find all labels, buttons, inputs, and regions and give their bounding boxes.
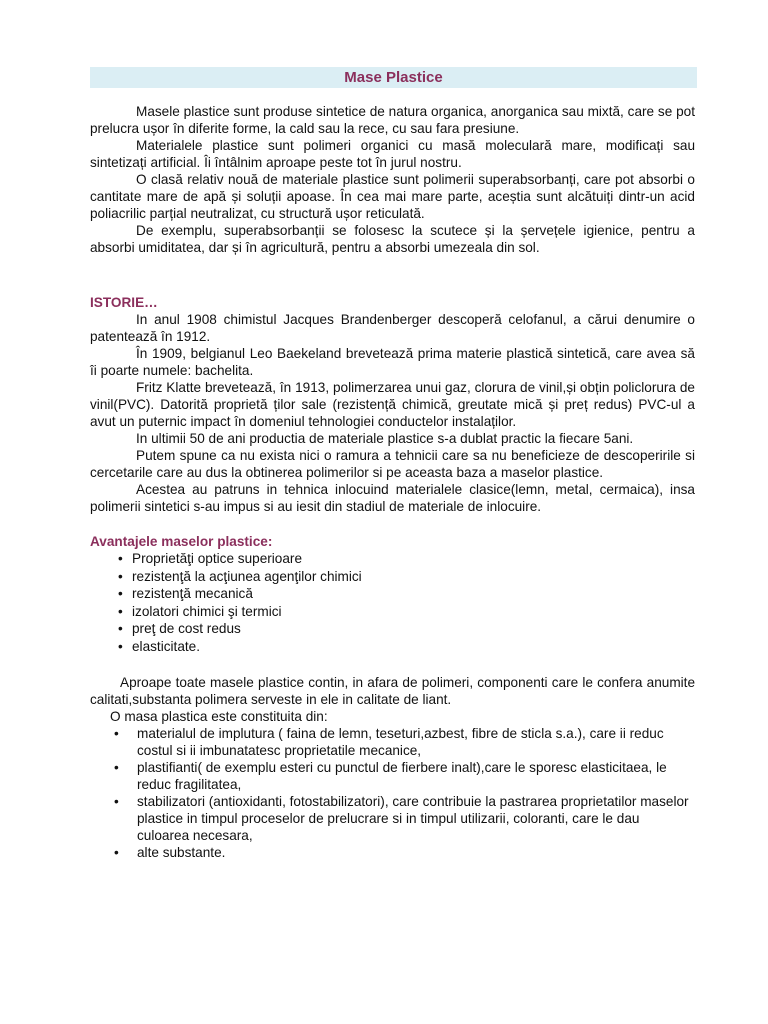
istorie-paragraph-3: Fritz Klatte brevetează, în 1913, polimerzarea unui gaz, clorura de vinil,și obțin policlorura de vinil(PVC). Datorită proprietă ților sale (rezistență chimică, greutate mică și preț redus) PVC-ul a avut un puternic impact în domeniul tehnologiei conductelor instalaților. <box>90 380 695 429</box>
list-item: • preţ de cost redus <box>118 620 695 638</box>
list-item: • Proprietăţi optice superioare <box>118 550 695 568</box>
list-item: • alte substante. <box>114 844 695 861</box>
document-title: Mase Plastice <box>344 69 443 86</box>
list-item: • materialul de implutura ( faina de lemn, teseturi,azbest, fibre de sticla s.a.), care ii reduc costul si ii imbunatatesc proprietatile mecanice, <box>114 725 695 759</box>
istorie-paragraph-5: Putem spune ca nu exista nici o ramura a tehnicii care sa nu beneficieze de descoperirile si cercetarile care au dus la obtinerea polimerilor si pe aceasta baza a maselor plastice. <box>90 448 695 480</box>
intro-paragraph-3: O clasă relativ nouă de materiale plastice sunt polimerii superabsorbanți, care pot absorbi o cantitate mare de apă și soluții apoase. În cea mai mare parte, aceștia sunt alcătuiți dintr-un acid poliacrilic parțial neutralizat, cu structură ușor reticulată. <box>90 172 695 221</box>
document-body <box>90 103 695 861</box>
istorie-paragraph-1: In anul 1908 chimistul Jacques Brandenberger descoperă celofanul, a cărui denumire o patentează în 1912. <box>90 312 695 344</box>
intro-paragraph-1: Masele plastice sunt produse sintetice de natura organica, anorganica sau mixtă, care se pot prelucra ușor în diferite forme, la cald sau la rece, cu sau fara presiune. <box>90 104 695 136</box>
list-item: • izolatori chimici şi termici <box>118 603 695 621</box>
list-item: • plastifianti( de exemplu esteri cu punctul de fierbere inalt),care le sporesc elasticitaea, le reduc fragilitatea, <box>114 759 695 793</box>
title-banner <box>90 67 697 88</box>
istorie-paragraph-6: Acestea au patruns in tehnica inlocuind materialele clasice(lemn, metal, cermaica), insa polimerii sintetici s-au impus si au iesit din stadiul de materiale de inlocuire. <box>90 482 695 514</box>
composition-paragraph: Aproape toate masele plastice contin, in afara de polimeri, componenti care le confera anumite calitati,substanta polimera serveste in ele in calitate de liant. <box>90 675 695 707</box>
section-heading-avantaje: Avantajele maselor plastice: <box>90 534 273 549</box>
istorie-paragraph-2: În 1909, belgianul Leo Baekeland brevetează prima materie plastică sintetică, care avea să îi poarte numele: bachelita. <box>90 346 695 378</box>
composition-list <box>90 725 695 861</box>
advantages-list <box>90 550 695 655</box>
composition-intro: O masa plastica este constituita din: <box>110 709 328 724</box>
list-item: • rezistenţă la acţiunea agenţilor chimici <box>118 568 695 586</box>
list-item: • rezistenţă mecanică <box>118 585 695 603</box>
list-item: • elasticitate. <box>118 638 695 656</box>
section-heading-istorie: ISTORIE… <box>90 295 158 310</box>
intro-paragraph-2: Materialele plastice sunt polimeri organici cu masă moleculară mare, modificați sau sintetizați artificial. Îi întâlnim aproape peste tot în jurul nostru. <box>90 138 695 170</box>
istorie-paragraph-4: In ultimii 50 de ani productia de materiale plastice s-a dublat practic la fiecare 5ani. <box>136 431 634 446</box>
list-item: • stabilizatori (antioxidanti, fotostabilizatori), care contribuie la pastrarea proprietatilor maselor plastice in timpul proceselor de prelucrare si in timpul utilizarii, coloranti, care le dau culoarea necesara, <box>114 793 695 844</box>
intro-paragraph-4: De exemplu, superabsorbanții se folosesc la scutece și la șervețele igienice, pentru a absorbi umiditatea, dar și în agricultură, pentru a absorbi umezeala din sol. <box>90 223 695 255</box>
